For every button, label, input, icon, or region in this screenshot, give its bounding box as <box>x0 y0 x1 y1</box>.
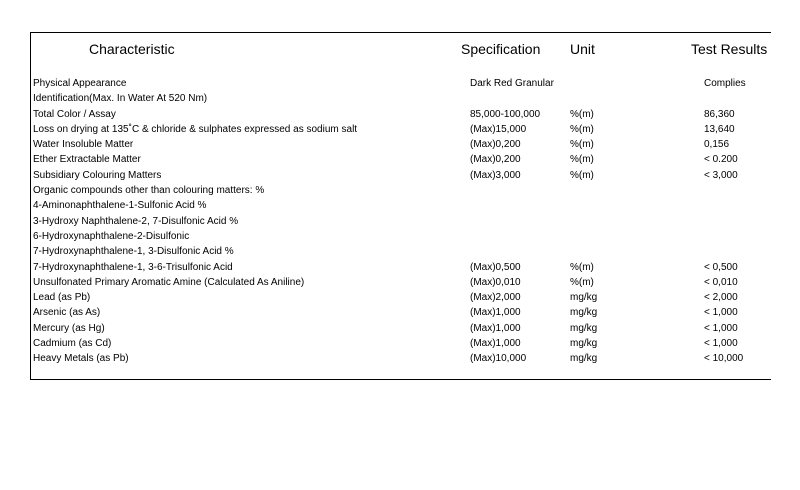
table-row <box>31 198 771 213</box>
unit-cell: mg/kg <box>570 322 598 334</box>
specification-cell: (Max)0,200 <box>470 154 521 166</box>
characteristic-cell: Ether Extractable Matter <box>33 154 141 166</box>
unit-cell: %(m) <box>570 108 594 120</box>
table-row <box>31 244 771 259</box>
result-cell: 86,360 <box>704 108 735 120</box>
unit-cell: %(m) <box>570 123 594 135</box>
specification-cell: (Max)0,500 <box>470 261 521 273</box>
table-row <box>31 229 771 244</box>
specification-cell: 85,000-100,000 <box>470 108 541 120</box>
unit-cell: mg/kg <box>570 292 598 304</box>
table-row <box>31 275 771 290</box>
characteristic-cell: Identification(Max. In Water At 520 Nm) <box>33 93 208 105</box>
specification-cell: (Max)2,000 <box>470 292 521 304</box>
header-test-results: Test Results <box>691 41 768 57</box>
table-row <box>31 351 771 366</box>
characteristic-cell: 6-Hydroxynaphthalene-2-Disulfonic <box>33 230 190 242</box>
characteristic-cell: Arsenic (as As) <box>33 307 101 319</box>
unit-cell: %(m) <box>570 261 594 273</box>
result-cell: Complies <box>704 78 746 89</box>
unit-cell: %(m) <box>570 276 594 288</box>
specification-cell: (Max)0,200 <box>470 139 521 151</box>
table-row <box>31 290 771 305</box>
table-row <box>31 321 771 336</box>
result-cell: < 3,000 <box>704 169 738 181</box>
table-row <box>31 214 771 229</box>
characteristic-cell: 4-Aminonaphthalene-1-Sulfonic Acid % <box>33 200 207 212</box>
table-row <box>31 336 771 351</box>
result-cell: < 1,000 <box>704 338 738 350</box>
characteristic-cell: Heavy Metals (as Pb) <box>33 353 129 365</box>
result-cell: < 2,000 <box>704 292 738 304</box>
characteristic-cell: Loss on drying at 135˚C & chloride & sulphates expressed as sodium salt <box>33 123 358 135</box>
specification-cell: (Max)15,000 <box>470 123 527 135</box>
result-cell: < 1,000 <box>704 322 738 334</box>
table-header <box>31 33 771 67</box>
characteristic-cell: Physical Appearance <box>33 78 127 89</box>
specification-cell: Dark Red Granular <box>470 78 554 89</box>
table-row <box>31 91 771 106</box>
characteristic-cell: Organic compounds other than colouring matters: % <box>33 185 265 197</box>
unit-cell: %(m) <box>570 154 594 166</box>
result-cell: < 0,500 <box>704 261 738 273</box>
header-unit: Unit <box>570 41 595 57</box>
result-cell: < 10,000 <box>704 353 744 365</box>
table-row <box>31 122 771 137</box>
result-cell: < 0,010 <box>704 276 738 288</box>
result-cell: < 1,000 <box>704 307 738 319</box>
characteristic-cell: Lead (as Pb) <box>33 292 91 304</box>
unit-cell: mg/kg <box>570 353 598 365</box>
specification-cell: (Max)1,000 <box>470 322 521 334</box>
specification-cell: (Max)0,010 <box>470 276 521 288</box>
table-row <box>31 168 771 183</box>
header-specification: Specification <box>461 41 541 57</box>
specification-cell: (Max)1,000 <box>470 307 521 319</box>
characteristic-cell: Mercury (as Hg) <box>33 322 105 334</box>
characteristic-cell: Unsulfonated Primary Aromatic Amine (Calculated As Aniline) <box>33 276 305 288</box>
table-row <box>31 260 771 275</box>
table-row <box>31 137 771 152</box>
result-cell: 0,156 <box>704 139 730 151</box>
characteristic-cell: Cadmium (as Cd) <box>33 338 112 350</box>
table-body <box>31 76 771 367</box>
characteristic-cell: Subsidiary Colouring Matters <box>33 169 162 181</box>
unit-cell: %(m) <box>570 139 594 151</box>
header-characteristic: Characteristic <box>89 41 175 57</box>
characteristic-cell: Total Color / Assay <box>33 108 116 120</box>
characteristic-cell: Water Insoluble Matter <box>33 139 134 151</box>
specification-cell: (Max)3,000 <box>470 169 521 181</box>
table-row <box>31 152 771 167</box>
result-cell: 13,640 <box>704 123 735 135</box>
unit-cell: %(m) <box>570 169 594 181</box>
unit-cell: mg/kg <box>570 307 598 319</box>
table-row <box>31 183 771 198</box>
specification-table <box>30 32 771 380</box>
specification-cell: (Max)10,000 <box>470 353 527 365</box>
characteristic-cell: 7-Hydroxynaphthalene-1, 3-6-Trisulfonic Acid <box>33 261 233 273</box>
table-row <box>31 107 771 122</box>
characteristic-cell: 7-Hydroxynaphthalene-1, 3-Disulfonic Acid % <box>33 246 234 258</box>
characteristic-cell: 3-Hydroxy Naphthalene-2, 7-Disulfonic Acid % <box>33 215 239 227</box>
specification-cell: (Max)1,000 <box>470 338 521 350</box>
table-row <box>31 305 771 320</box>
unit-cell: mg/kg <box>570 338 598 350</box>
result-cell: < 0.200 <box>704 154 738 166</box>
table-row <box>31 76 771 91</box>
